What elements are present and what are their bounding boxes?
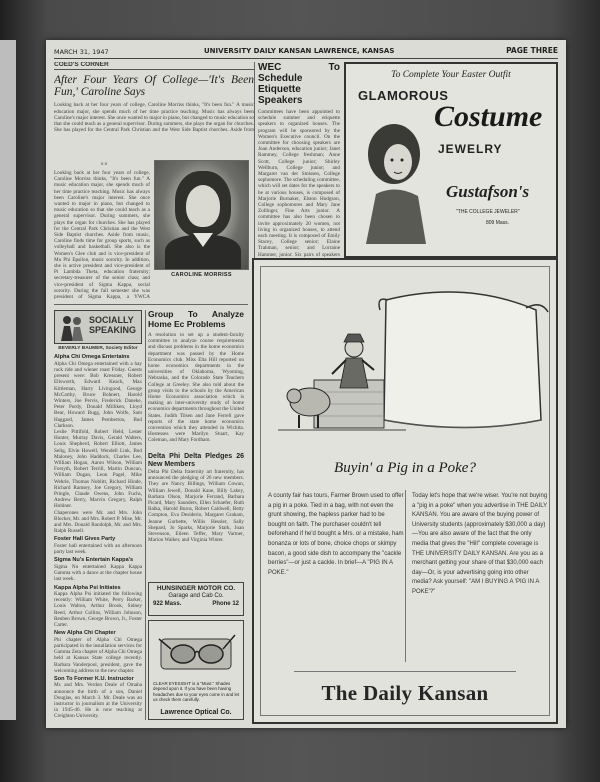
optical-copy: CLEAR EYESIGHT is a "Must." Shades depend upon it. If you have been having headaches due to your eyes come in and let us check them carefully. xyxy=(153,681,240,702)
hunsinger-motor-ad xyxy=(148,582,244,616)
home-ec-headline: Group To Analyze Home Ec Problems xyxy=(148,310,244,329)
farmer-and-pig-illustration xyxy=(266,270,552,445)
daily-kansan-pig-ad xyxy=(252,258,558,724)
pig-ad-right-copy: Today let's hope that we're wiser. You're not buying a "pig in a poke" when you advertise in THE DAILY KANSAN. You are aware of the buying power of University students (approximately $30,000 a day)—You are also aware of the fact that the only media that gives the "Hill" complete coverage is THE UNIVERSITY DAILY KANSAN. Are you as a merchant getting your share of that $30,000 each day—Or, is your advertising going into other media? Ask yourself: "AM I BUYING A 'PIG IN A POKE'?" xyxy=(412,493,548,595)
social-item-head: Kappa Alpha Psi Initiates xyxy=(54,584,121,591)
social-byline: BEVERLY BAUMER, Society Editor xyxy=(58,346,138,351)
eyeglasses-illustration xyxy=(157,627,237,677)
delta-headline: Delta Phi Delta Pledges 26 New Members xyxy=(148,453,244,468)
ad-address: 809 Mass. xyxy=(486,220,510,226)
social-item-head: New Alpha Chi Chapter xyxy=(54,630,116,637)
logo-line-1: SOCIALLY xyxy=(89,315,134,325)
adjacent-page-strip xyxy=(0,40,16,720)
hunsinger-name: HUNSINGER MOTOR CO. xyxy=(156,585,236,592)
masthead xyxy=(54,46,558,58)
social-item-head: Son To Former K.U. Instructor xyxy=(54,675,134,682)
social-item-text: Alpha Chi Omega entertained with a hay rack ride and wiener roast Friday. Guests present were: Bob Kressner, Robert Ellsworth, Edward Keach, Max Kittleman, Harry Livingood, George McCarthy, Bruce Bohnert, Harold Winters, Joe Pervis, Frederick Daneke, Peter Purdy, Donald Milliken, Lloyd Bear, Howard Bugg, John Wolfe, Sam Haggard, James Pemberton, Bud Clarkson. xyxy=(54,360,142,429)
article-divider: o o xyxy=(100,162,108,167)
masthead-date: MARCH 31, 1947 xyxy=(54,48,109,56)
ad-top-line: To Complete Your Easter Outfit xyxy=(391,70,511,80)
social-item-text: Kappa Alpha Psi initiated the following recently: William White, Perry Barker, Louis Walton, Arthur Brook, Sidney Reed, Arthur Collins, William Johnson, Reuben Brown, George Brown, Jr., Foster Carter. xyxy=(54,591,142,629)
pig-ad-headline: Buyin' a Pig in a Poke? xyxy=(334,460,476,476)
ad-tagline: "THE COLLEGE JEWELER" xyxy=(456,209,520,215)
hunsinger-address: 922 Mass. xyxy=(153,601,182,607)
woman-illustration xyxy=(356,114,436,244)
article-headline: After Four Years Of College—'It's Been Fun,' Caroline Says xyxy=(54,74,254,99)
ad-costume-word: Costume xyxy=(434,100,543,133)
home-ec-body: A resolution to set up a student-faculty committee to analyze course requirements and discuss problems in the home economics department was passed by the Home Economics club. Miss Elta Hill reported on home economics departments in the universities of Oklahoma, Wyoming, Nebraska, and the Colorado State Teachers College at Greeley. She also told about the group visits to the schools by the American Home Economics association which is making an inter-university study of home economics departments throughout the United States. Judith Tilsen and Jane Ferrell gave reports of the state home economics convention which they attended in Wichita. Hostesses were Marilyn Stuart, Kay Coleman, and Mary Fordham. xyxy=(148,332,244,444)
ad-store-name: Gustafson's xyxy=(446,182,530,201)
social-item-text: Leslie Pittifold, Robert Held, Lester Hunter, Murray Davis, Gerald Walters, Louis Shepherd, Robert Elliott, James Selig, Elvin Howell, Wendell Link, Bud Maloney, John Haddock, Charles Lee, William Hogan, Aaron Wilson, William Forsyth, Robert Terrill, Martin Duncan, William Dugan, Leon Pagel, Mike Wehrle, Thomas Noblitt, Richard Hinde, Richard Ramsey, Joe Gregory, William Pringle, Claude Owens, John Fuchs, Andrew Berry, Marvin Gregory, Ralph Hohlner. xyxy=(54,429,142,510)
portrait-photo xyxy=(154,160,249,270)
social-item-text: Mr. and Mrs. Verdon Deale of Omaha announce the birth of a son, Daniel Douglas, on March 3. Mr. Deale was an instructor in journalism at the University in 1945-46. He is now teaching at Creighton University. xyxy=(54,682,142,720)
pig-ad-signature: The Daily Kansan xyxy=(321,681,489,705)
masthead-rule xyxy=(54,58,558,59)
social-item-head: Foster Hall Gives Party xyxy=(54,536,116,543)
photo-caption: CAROLINE MORRISS xyxy=(171,272,232,278)
article-body: Looking back at her four years of college, Caroline Morriss thinks, "It's been fun." A music education major, she spends much of her time practice teaching. Music has always been Caroline's major interest. She once wanted to major in piano, but changed to music education so that she could teach as a general supervisor. During summers, she plays the organ for churches. She has played for the Central Park Christian and the West Side Baptist churches. Aside from music, Caroline finds time for group sports, such as volleyball and basketball. She also is the Women's Glee club and is vice-president of Mu Phi Epsilon, music sorority. In addition, she is active president and vice-president of Pi Lambda Theta, education fraternity; secretary-treasurer of the senior class; and vice-president of Sigma Kappa, social sorority. During the fall semester she was president of Sigma Kappa, a YWCA xyxy=(54,170,150,300)
home-ec-article xyxy=(148,310,244,590)
logo-line-2: SPEAKING xyxy=(89,325,137,335)
wec-headline: WEC To Schedule Etiquette Speakers xyxy=(258,62,340,106)
social-item-text: Sigma Nu entertained Kappa Kappa Gamma with a dance at the chapter house last week. xyxy=(54,563,142,583)
social-items xyxy=(54,354,142,720)
masthead-paper: UNIVERSITY DAILY KANSAN LAWRENCE, KANSAS xyxy=(204,47,395,55)
social-item-text: Chaperones were Mr. and Mrs. John Blocker, Mr. and Mrs. Robert P. Mise, Mr. and Mrs. Donald Randolph, Mr. and Mrs. Ralph Russell. xyxy=(54,509,142,535)
socially-speaking-logo xyxy=(54,310,142,344)
column-rule xyxy=(145,310,146,720)
social-item-head: Sigma Nu's Entertain Kappa's xyxy=(54,557,134,564)
social-item-head: Alpha Chi Omega Entertains xyxy=(54,354,130,361)
socially-speaking-column xyxy=(54,310,142,720)
article-body-column xyxy=(54,170,150,300)
optical-name: Lawrence Optical Co. xyxy=(160,709,232,716)
lawrence-optical-ad xyxy=(148,620,244,720)
delta-body: Delta Phi Delta fraternity art fraternity, has announced the pledging of 26 new members. They are Nancy Billings, William Cowan, William Jewell, Donald Kane, Billy Lakey, Barbara Olson, Marjorie Ferrand, Barbara Picard, Mary Saunders, Ellen Schaefer, Ruth Balka, Harold Burns, Robert Caldwell, Betty Compton, Eva Desiderio, Margaret Graham, Jeanne Gurbette, Willis Hessler, Sally Shepard, Jo Sparks, Marjorie Stark, Joan Stevenson, Eileen Teffer, Mary Vartner, Marion Walker, and Virginia Winter. xyxy=(148,469,244,544)
masthead-page: PAGE THREE xyxy=(506,46,558,55)
costume-jewelry-ad xyxy=(344,62,558,258)
couple-icon xyxy=(58,313,86,343)
hunsinger-sub: Garage and Cab Co. xyxy=(168,593,224,599)
ad-glamorous: GLAMOROUS xyxy=(358,88,449,103)
article-lede: Looking back at her four years of college, Caroline Morriss thinks, "It's been fun." A music education major, she spends much of her time practice teaching. Music has always been Caroline's major interest. She once wanted to major in piano, but changed to music education so that she could teach as a general supervisor. During summers, she plays the organ for churches. She has played for the Central Park Christian and the West Side Baptist churches. Aside from xyxy=(54,102,254,133)
ad-jewelry-word: JEWELRY xyxy=(438,142,503,156)
newspaper-page xyxy=(46,40,566,728)
social-item-text: Phi chapter of Alpha Chi Omega participated in the installation services for Gamma Zeta chapter of Alpha Chi Omega held at Kansas State college recently. Barbara Vanderpool, president, gave the welcoming address to the new chapter. xyxy=(54,636,142,674)
social-item-text: Foster hall entertained with an afternoon party last week. xyxy=(54,542,142,556)
hunsinger-phone: Phone 12 xyxy=(212,601,239,607)
pig-ad-left-copy: A county fair has tours, Farmer Brown used to offer a pig in a poke. Tied in a bag, with not even the grunt showing, the hapless parker had to be bought on faith. The purchaser couldn't tell beforehand if he'd bought a Mrs. or a mistake, ham bonanza or lots of bone, choice chops or skimpy bacon, a good side dish to accompany the "cackle berries"—or just a cackle. In brief—A "PIG IN A POKE." xyxy=(268,493,404,576)
section-rule xyxy=(54,304,248,305)
wec-body: Committees have been appointed to schedule summer and etiquette speakers to organized houses. The program will be sponsored by the Women's Executive council. On the committee for choosing speakers are Joan Anderson, education junior; Janet Rammey, College freshman; Anne Scott, College junior; Shirley Wellburn, College junior; and Margaret van der Smissen, College sophomore. The scheduling committee, which will set dates for the speakers to be at various houses, is composed of Marjorie Burnaker, Elston Hodgson, College sophomores and Mary Jane Zollinger, Fine Arts junior. A committee has also been chosen to invite approximately 20 women, not living in organized houses, to attend each meeting. It is composed of Emily Stacey, College senior; Elaine Trahman, senior; and Lorraine Hammer, junior. Six pairs of speakers xyxy=(258,109,340,258)
section-label: COED'S CORNER xyxy=(54,62,254,70)
